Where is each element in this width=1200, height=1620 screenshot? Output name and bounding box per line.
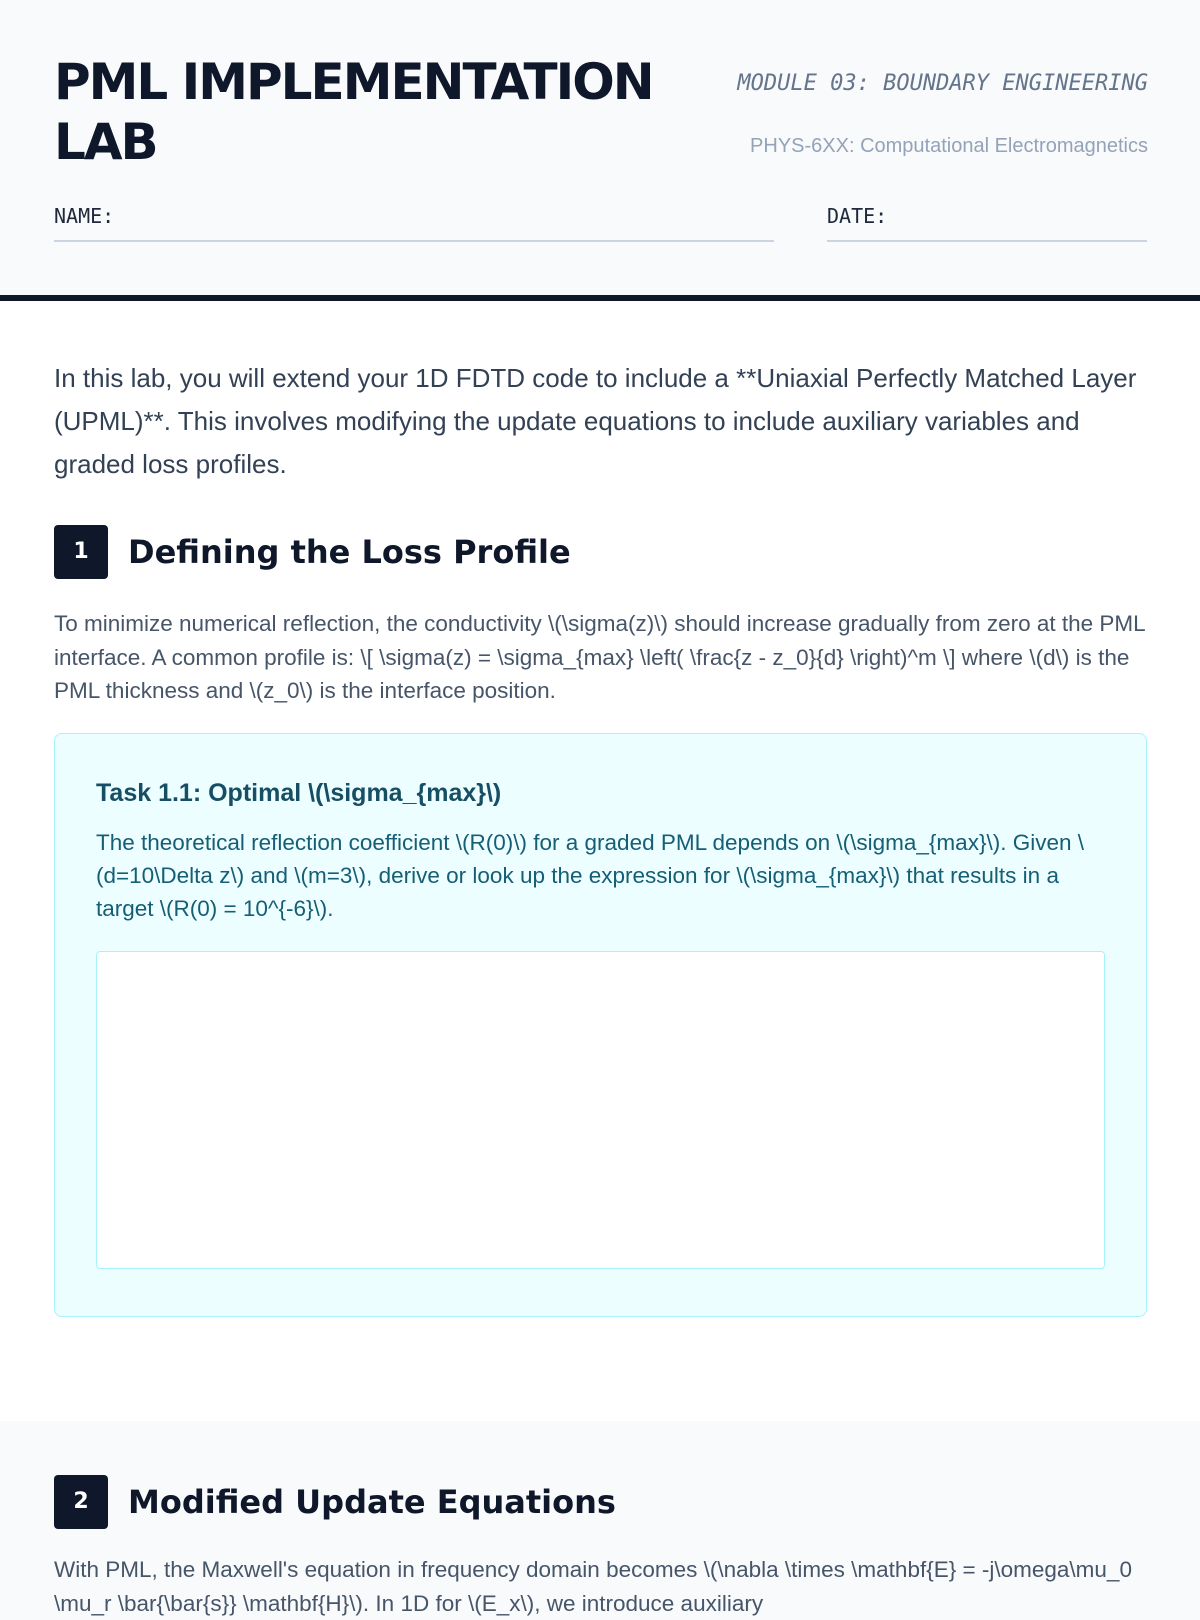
intro-paragraph: In this lab, you will extend your 1D FDTD code to include a **Uniaxial Perfectly Matched Layer (UPML)**. This involves modifying the update equations to include auxiliary variables and graded loss profiles. [54,363,1137,479]
section-2 [0,1421,1200,1616]
date-field[interactable]: DATE: [827,198,1147,242]
section-1-text: To minimize numerical reflection, the conductivity \(\sigma(z)\) should increase gradually from zero at the PML interface. A common profile is: \[ \sigma(z) = \sigma_{max} \left( \frac{z - z_0}{d} \right)^m \] where \(d\) is the PML thickness and \(z_0\) is the interface position. [54,611,1145,703]
answer-area[interactable] [96,951,1105,1269]
section-title: Modified Update Equations [128,1483,616,1521]
module-label: MODULE 03: BOUNDARY ENGINEERING [737,71,1148,96]
task-title: Task 1.1: Optimal \(\sigma_{max}\) [96,779,502,807]
name-field[interactable]: NAME: [54,198,774,242]
section-1-heading [54,525,1144,579]
main-content [0,301,1200,1421]
task-description: The theoretical reflection coefficient \(R(0)\) for a graded PML depends on \(\sigma_{max}\). Given \(d=10\Delta z\) and \(m=3\), derive or look up the expression for \(\sigma_{max}\) that results in a target \(R(0) = 10^{-6}\). [96,830,1084,921]
task-card [54,733,1147,1317]
page-title: PML IMPLEMENTATION LAB [54,53,653,171]
section-2-heading [54,1475,1144,1529]
section-number-badge: 2 [54,1475,108,1529]
section-number-badge: 1 [54,525,108,579]
section-2-text: With PML, the Maxwell's equation in frequency domain becomes \(\nabla \times \mathbf{E} = -j\omega\mu_0 \mu_r \bar{\bar{s}} \mathbf{H}\). In 1D for \(E_x\), we introduce auxiliary [54,1557,1132,1616]
course-label: PHYS-6XX: Computational Electromagnetics [750,135,1148,157]
worksheet-header [0,0,1200,296]
section-title: Defining the Loss Profile [128,533,571,571]
